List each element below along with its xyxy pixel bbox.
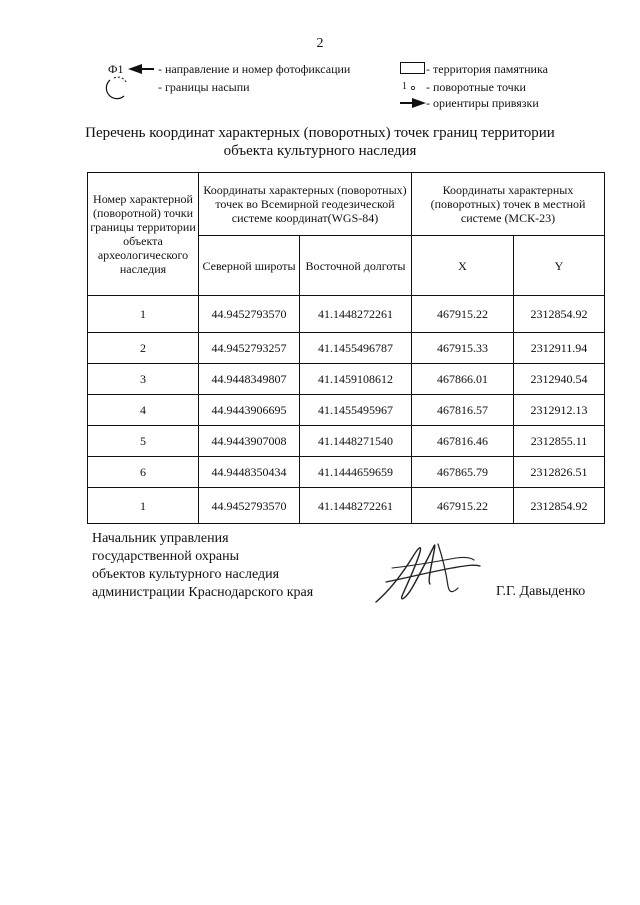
- header-east-longitude: Восточной долготы: [300, 236, 412, 296]
- legend-text: - поворотные точки: [426, 80, 526, 94]
- cell-y: 2312855.11: [514, 426, 605, 457]
- cell-y: 2312912.13: [514, 395, 605, 426]
- photo-direction-label: Ф1: [108, 62, 124, 76]
- cell-point-number: 1: [88, 296, 199, 333]
- cell-point-number: 6: [88, 457, 199, 488]
- signatory-position: [92, 530, 313, 602]
- cell-latitude: 44.9448349807: [199, 364, 300, 395]
- position-line: администрации Краснодарского края: [92, 585, 314, 600]
- table-row: [88, 296, 605, 333]
- cell-longitude: 41.1448272261: [300, 488, 412, 524]
- cell-longitude: 41.1444659659: [300, 457, 412, 488]
- header-y: Y: [514, 236, 605, 296]
- page-number: 2: [316, 36, 324, 51]
- header-wgs84-group: Координаты характерных (поворотных) точек во Всемирной геодезической системе координат(WGS-84): [199, 173, 412, 236]
- cell-x: 467865.79: [412, 457, 514, 488]
- handwritten-signature: [372, 538, 484, 610]
- cell-x: 467816.46: [412, 426, 514, 457]
- cell-point-number: 1: [88, 488, 199, 524]
- legend-text: - границы насыпи: [158, 80, 250, 94]
- turning-point-icon: [410, 85, 416, 91]
- cell-longitude: 41.1455496787: [300, 333, 412, 364]
- table-row: [88, 457, 605, 488]
- cell-longitude: 41.1459108612: [300, 364, 412, 395]
- header-point-number: Номер характерной (поворотной) точки границы территории объекта археологического наследия: [88, 173, 199, 296]
- cell-x: 467915.22: [412, 296, 514, 333]
- turning-point-label: 1: [402, 81, 407, 92]
- cell-y: 2312854.92: [514, 488, 605, 524]
- table-row: [88, 395, 605, 426]
- cell-point-number: 5: [88, 426, 199, 457]
- cell-latitude: 44.9443906695: [199, 395, 300, 426]
- cell-y: 2312940.54: [514, 364, 605, 395]
- table-row: [88, 488, 605, 524]
- mound-boundary-icon: [104, 76, 130, 100]
- cell-point-number: 4: [88, 395, 199, 426]
- direction-arrow-icon: [128, 64, 154, 74]
- cell-latitude: 44.9443907008: [199, 426, 300, 457]
- signer-name: Г.Г. Давыденко: [496, 584, 586, 599]
- cell-latitude: 44.9452793570: [199, 488, 300, 524]
- position-line: объектов культурного наследия: [92, 567, 280, 582]
- title-line: Перечень координат характерных (поворотных) точек границ территории: [85, 125, 555, 141]
- header-north-latitude: Северной широты: [199, 236, 300, 296]
- reference-arrow-icon: [400, 98, 426, 108]
- cell-longitude: 41.1448272261: [300, 296, 412, 333]
- cell-x: 467816.57: [412, 395, 514, 426]
- cell-longitude: 41.1448271540: [300, 426, 412, 457]
- cell-longitude: 41.1455495967: [300, 395, 412, 426]
- coordinates-table: [87, 172, 605, 524]
- cell-latitude: 44.9448350434: [199, 457, 300, 488]
- position-line: государственной охраны: [92, 549, 240, 564]
- territory-rect-icon: [400, 62, 426, 75]
- cell-y: 2312826.51: [514, 457, 605, 488]
- cell-y: 2312854.92: [514, 296, 605, 333]
- cell-point-number: 2: [88, 333, 199, 364]
- legend-text: - направление и номер фотофиксации: [158, 62, 351, 76]
- position-line: Начальник управления: [92, 531, 229, 546]
- legend-text: - ориентиры привязки: [426, 96, 539, 110]
- table-row: [88, 426, 605, 457]
- header-local-group: Координаты характерных (поворотных) точек в местной системе (МСК-23): [412, 173, 605, 236]
- title-line: объекта культурного наследия: [223, 143, 417, 159]
- document-title: [0, 124, 640, 160]
- cell-x: 467915.22: [412, 488, 514, 524]
- legend-text: - территория памятника: [426, 62, 548, 76]
- table-row: [88, 333, 605, 364]
- header-x: X: [412, 236, 514, 296]
- table-row: [88, 364, 605, 395]
- cell-x: 467915.33: [412, 333, 514, 364]
- cell-y: 2312911.94: [514, 333, 605, 364]
- cell-latitude: 44.9452793257: [199, 333, 300, 364]
- cell-latitude: 44.9452793570: [199, 296, 300, 333]
- cell-x: 467866.01: [412, 364, 514, 395]
- cell-point-number: 3: [88, 364, 199, 395]
